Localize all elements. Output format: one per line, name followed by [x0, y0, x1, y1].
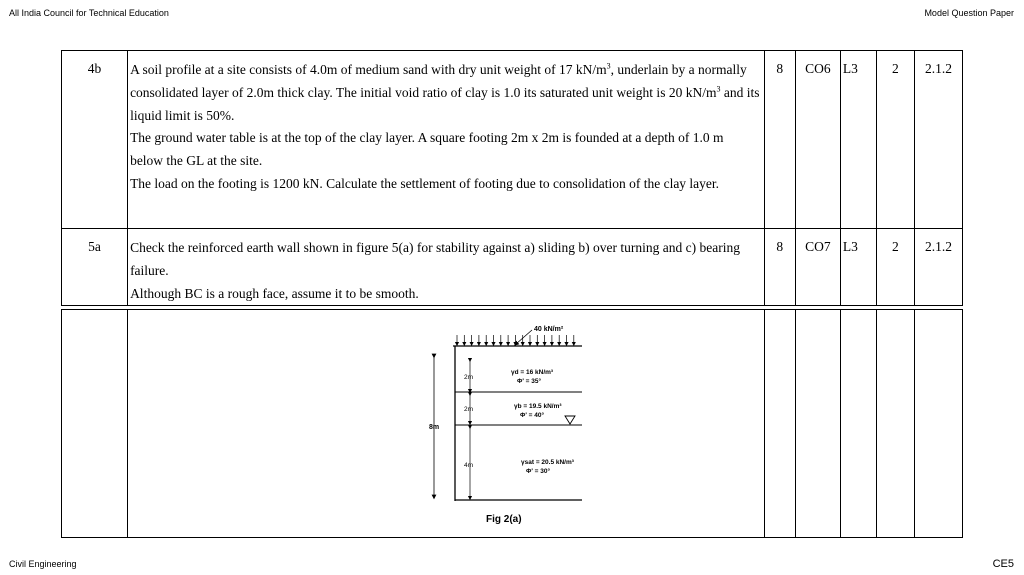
po-cell: 2 [876, 51, 914, 229]
empty-cell [62, 310, 128, 538]
header-paper-title: Model Question Paper [924, 8, 1014, 18]
marks-cell: 8 [764, 229, 795, 306]
layer-3-gamma: γsat = 20.5 kN/m³ [521, 459, 574, 466]
layer-3-thickness: 4m [464, 462, 474, 469]
question-number: 4b [62, 51, 128, 229]
layer-2-thickness: 2m [464, 406, 474, 413]
footer-code: CE5 [992, 558, 1014, 570]
figure-caption: Fig 2(a) [486, 514, 522, 525]
layer-2-gamma: γb = 19.5 kN/m³ [514, 403, 562, 410]
load-label: 40 kN/m² [534, 326, 564, 333]
empty-cell [840, 310, 876, 538]
pi-cell: 2.1.2 [914, 51, 962, 229]
empty-cell [876, 310, 914, 538]
load-pointer-arrow [516, 330, 532, 344]
question-text [128, 229, 765, 306]
question-number: 5a [62, 229, 128, 306]
question-text-part: The ground water table is at the top of the clay layer. A square footing 2m x 2m is founded at a depth of 1.0 m below the GL at the site. [130, 130, 724, 169]
empty-cell [764, 310, 795, 538]
layer-1-thickness: 2m [464, 374, 474, 381]
figure-table [61, 309, 963, 538]
reinforced-earth-wall-figure [128, 310, 764, 537]
layer-1-phi: Φ' = 35° [517, 378, 542, 385]
question-text-part: and its liquid limit is 50%. [130, 84, 760, 123]
question-text-part: The load on the footing is 1200 kN. Calculate the settlement of footing due to consolidation of the clay layer. [130, 175, 720, 191]
co-cell: CO7 [795, 229, 840, 306]
question-text [128, 51, 765, 229]
footer-discipline: Civil Engineering [9, 559, 77, 569]
question-text-part: , underlain by a normally consolidated layer of 2.0m thick clay. The initial void ratio of clay is 1.0 its saturated unit weight is 20 kN/m [130, 62, 747, 100]
water-table-icon [565, 416, 575, 424]
po-cell: 2 [876, 229, 914, 306]
question-text-part: A soil profile at a site consists of 4.0m of medium sand with dry unit weight of 17 kN/m [130, 62, 607, 77]
layer-3-phi: Φ' = 30° [526, 468, 551, 475]
level-cell: L3 [840, 51, 876, 229]
layer-2-phi: Φ' = 40° [520, 412, 545, 419]
superscript: 3 [716, 84, 721, 94]
empty-cell [914, 310, 962, 538]
layer-1-gamma: γd = 16 kN/m³ [511, 369, 554, 376]
question-text-part: Check the reinforced earth wall shown in figure 5(a) for stability against a) sliding b) over turning and c) bearing failure. [130, 240, 740, 278]
pi-cell: 2.1.2 [914, 229, 962, 306]
level-cell: L3 [840, 229, 876, 306]
superscript: 3 [606, 61, 611, 71]
header-org: All India Council for Technical Education [9, 8, 169, 18]
empty-cell [795, 310, 840, 538]
question-table-4b [61, 50, 963, 306]
question-text-part: Although BC is a rough face, assume it to be smooth. [130, 285, 419, 301]
total-height-label: 8m [429, 424, 440, 431]
co-cell: CO6 [795, 51, 840, 229]
figure-cell [128, 310, 765, 538]
distributed-load-arrows [457, 335, 574, 344]
marks-cell: 8 [764, 51, 795, 229]
